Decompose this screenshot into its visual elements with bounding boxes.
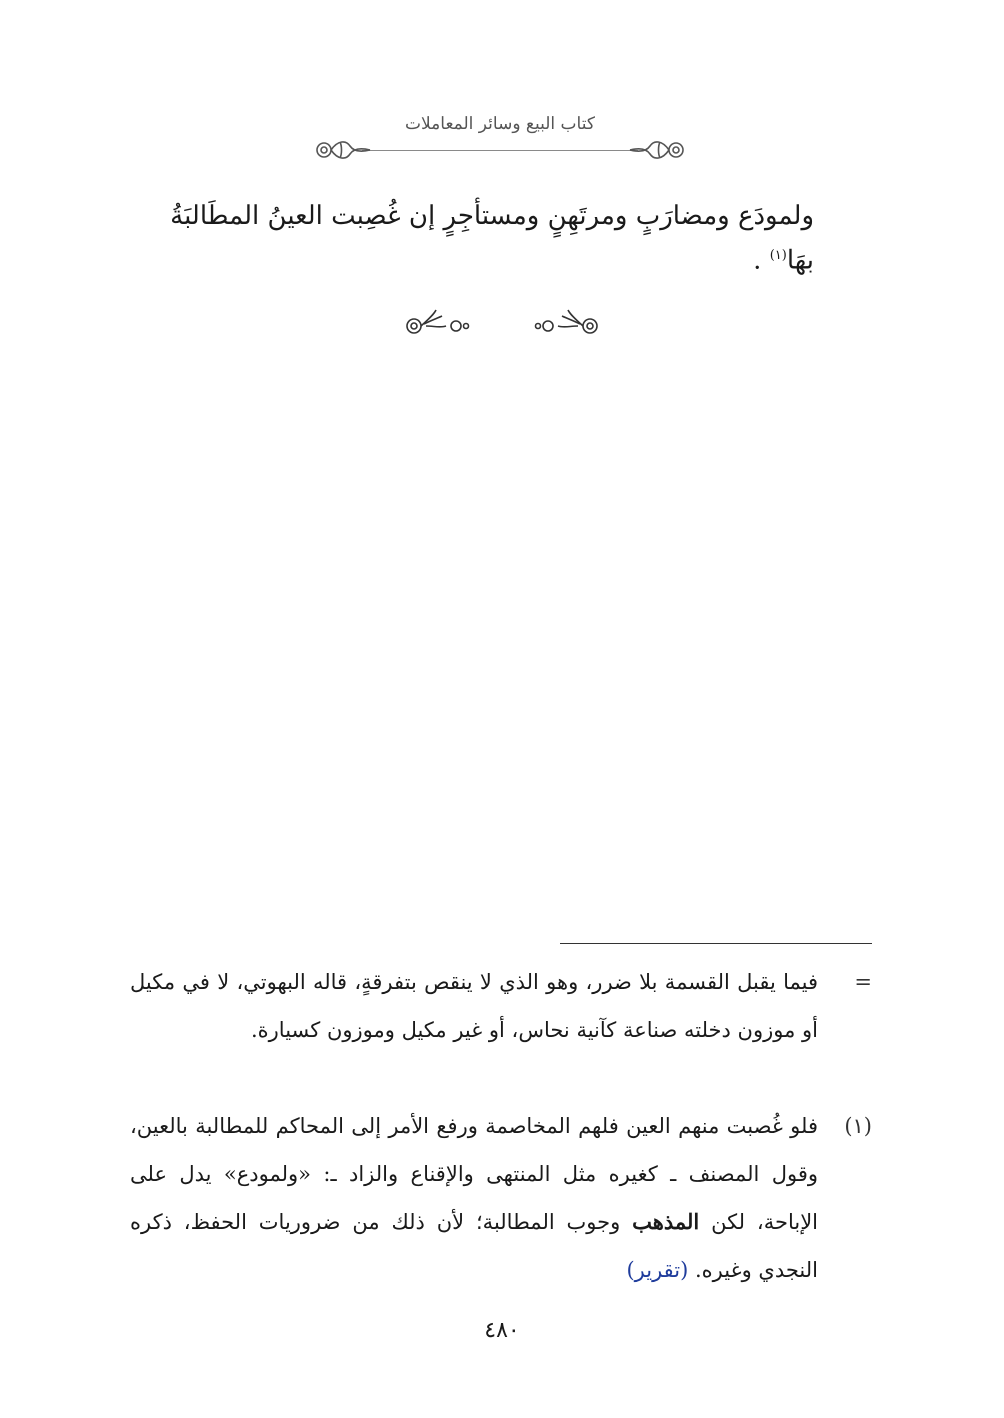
main-text-end: . — [753, 245, 770, 276]
main-text — [130, 196, 814, 281]
left-flourish-ornament — [312, 136, 372, 164]
footnote-continuation-marker: = — [854, 970, 872, 994]
section-end-ornament — [400, 306, 604, 346]
header-rule — [362, 150, 638, 151]
running-title: كتاب البيع وسائر المعاملات — [405, 114, 595, 134]
running-header — [300, 108, 700, 172]
footnote-1-bold-term: المذهب — [632, 1209, 700, 1234]
footnote-separator — [560, 943, 872, 944]
footnote-1-reference-link[interactable]: (تقرير) — [626, 1258, 689, 1282]
right-flourish-ornament — [628, 136, 688, 164]
main-text-body: ولمودَع ومضارَبٍ ومرتَهِنٍ ومستأجِرٍ إن غُصِبت العينُ المطَالبَةُ بهَا — [170, 201, 814, 276]
footnote-1-text-end: وجوب المطالبة؛ لأن ذلك من ضروريات الحفظ، ذكره النجدي وغيره. — [130, 1210, 818, 1282]
footnote-reference[interactable]: (١) — [769, 248, 787, 263]
footnote-1-marker: (١) — [844, 1114, 872, 1138]
footnote-1-text — [130, 1102, 818, 1294]
footnote-continuation-text: فيما يقبل القسمة بلا ضرر، وهو الذي لا ينقص بتفرقةٍ، قاله البهوتي، لا في مكيل أو موزون دخلته صناعة كآنية نحاس، أو غير مكيل وموزون كسيارة. — [130, 970, 818, 1042]
footnote-1 — [130, 1102, 872, 1294]
footnote-continuation — [130, 958, 872, 1054]
footnote-1-text-start: فلو غُصبت منهم العين فلهم المخاصمة ورفع الأمر إلى المحاكم للمطالبة بالعين، وقول المصنف ـ كغيره مثل المنتهى والإقناع والزاد ـ: «ولمودع» يدل على الإباحة، لكن — [130, 1114, 819, 1234]
page-number: ٤٨٠ — [484, 1318, 520, 1343]
